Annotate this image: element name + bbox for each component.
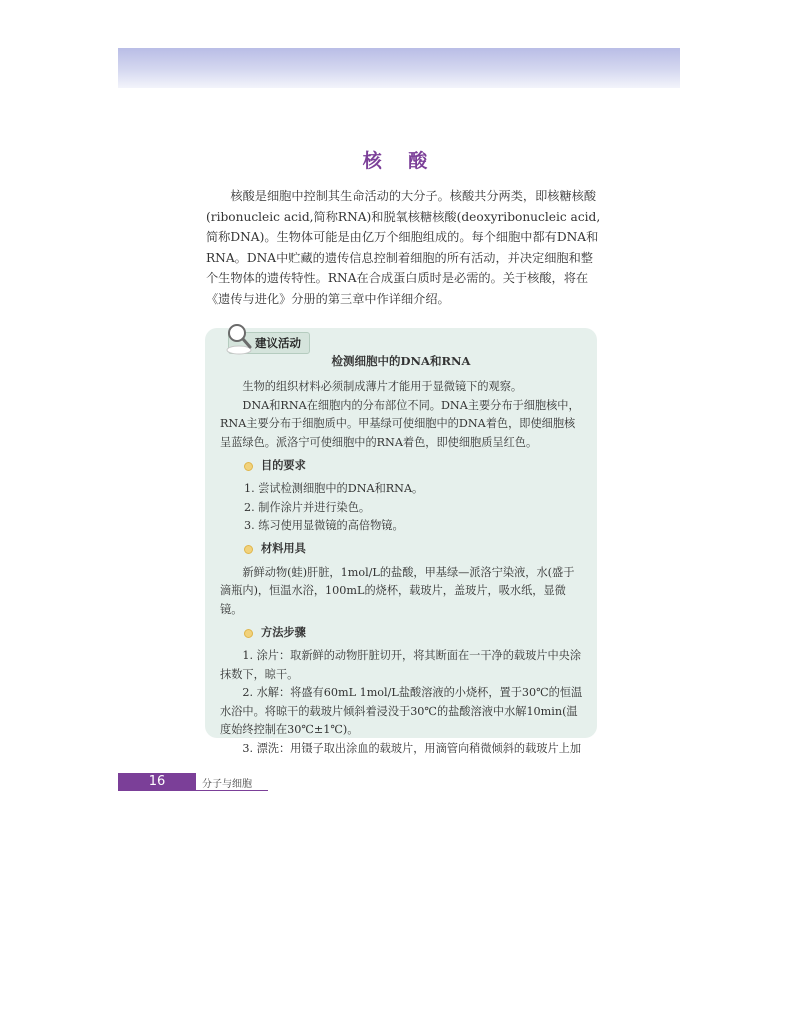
page-title: 核 酸: [362, 150, 438, 172]
activity-title: 检测细胞中的DNA和RNA: [331, 354, 471, 368]
header-band: [118, 48, 680, 88]
goals-heading: [244, 454, 585, 478]
page-number: 16: [148, 774, 166, 789]
footer-rule: [118, 790, 268, 791]
goal-item: 1. 尝试检测细胞中的DNA和RNA。: [244, 482, 424, 495]
intro-paragraph: 核酸是细胞中控制其生命活动的大分子。核酸共分两类，即核糖核酸(ribonucleic acid,简称RNA)和脱氧核糖核酸(deoxyribonucleic acid,简称DNA)。生物体可能是由亿万个细胞组成的。每个细胞中都有DNA和RNA。DNA中贮藏的遗传信息控制着细胞的所有活动，并决定细胞和整个生物体的遗传特性。RNA在合成蛋白质时是必需的。关于核酸，将在《遗传与进化》分册的第三章中作详细介绍。: [206, 189, 601, 306]
goals-heading-text: 目的要求: [261, 458, 306, 472]
steps-heading: [244, 621, 585, 645]
bullet-icon: [244, 545, 253, 554]
bullet-icon: [244, 629, 253, 638]
steps-heading-text: 方法步骤: [261, 625, 306, 639]
goal-item: 2. 制作涂片并进行染色。: [244, 500, 371, 514]
bullet-icon: [244, 462, 253, 471]
activity-paragraph: 生物的组织材料必须制成薄片才能用于显微镜下的观察。: [242, 380, 523, 393]
goal-item: 3. 练习使用显微镜的高倍物镜。: [244, 519, 404, 532]
intro-section: [206, 186, 602, 309]
materials-heading: [244, 538, 585, 562]
activity-body: [220, 378, 585, 758]
step-item: 1. 涂片：取新鲜的动物肝脏切开，将其断面在一干净的载玻片中央涂抹数下，晾干。: [220, 649, 582, 681]
materials-text: 新鲜动物(蛙)肝脏，1mol/L的盐酸，甲基绿—派洛宁染液，水(盛于滴瓶内)，恒温水浴，100mL的烧杯，载玻片，盖玻片，吸水纸，显微镜。: [220, 565, 575, 616]
activity-badge: 建议活动: [228, 332, 310, 354]
footer-chapter: 分子与细胞: [202, 779, 252, 790]
materials-heading-text: 材料用具: [261, 542, 306, 556]
activity-paragraph: DNA和RNA在细胞内的分布部位不同。DNA主要分布于细胞核中，RNA主要分布于细胞质中。甲基绿可使细胞中的DNA着色，即使细胞核呈蓝绿色。派洛宁可使细胞中的RNA着色，即使细胞质呈红色。: [220, 398, 580, 449]
magnifier-icon: [224, 320, 254, 356]
step-item: 2. 水解：将盛有60mL 1mol/L盐酸溶液的小烧杯，置于30℃的恒温水浴中。将晾干的载玻片倾斜着浸没于30℃的盐酸溶液中水解10min(温度始终控制在30℃±1℃)。: [220, 686, 583, 736]
step-item: 3. 漂洗：用镊子取出涂血的载玻片，用滴管向稍微倾斜的载玻片上加: [242, 741, 582, 755]
